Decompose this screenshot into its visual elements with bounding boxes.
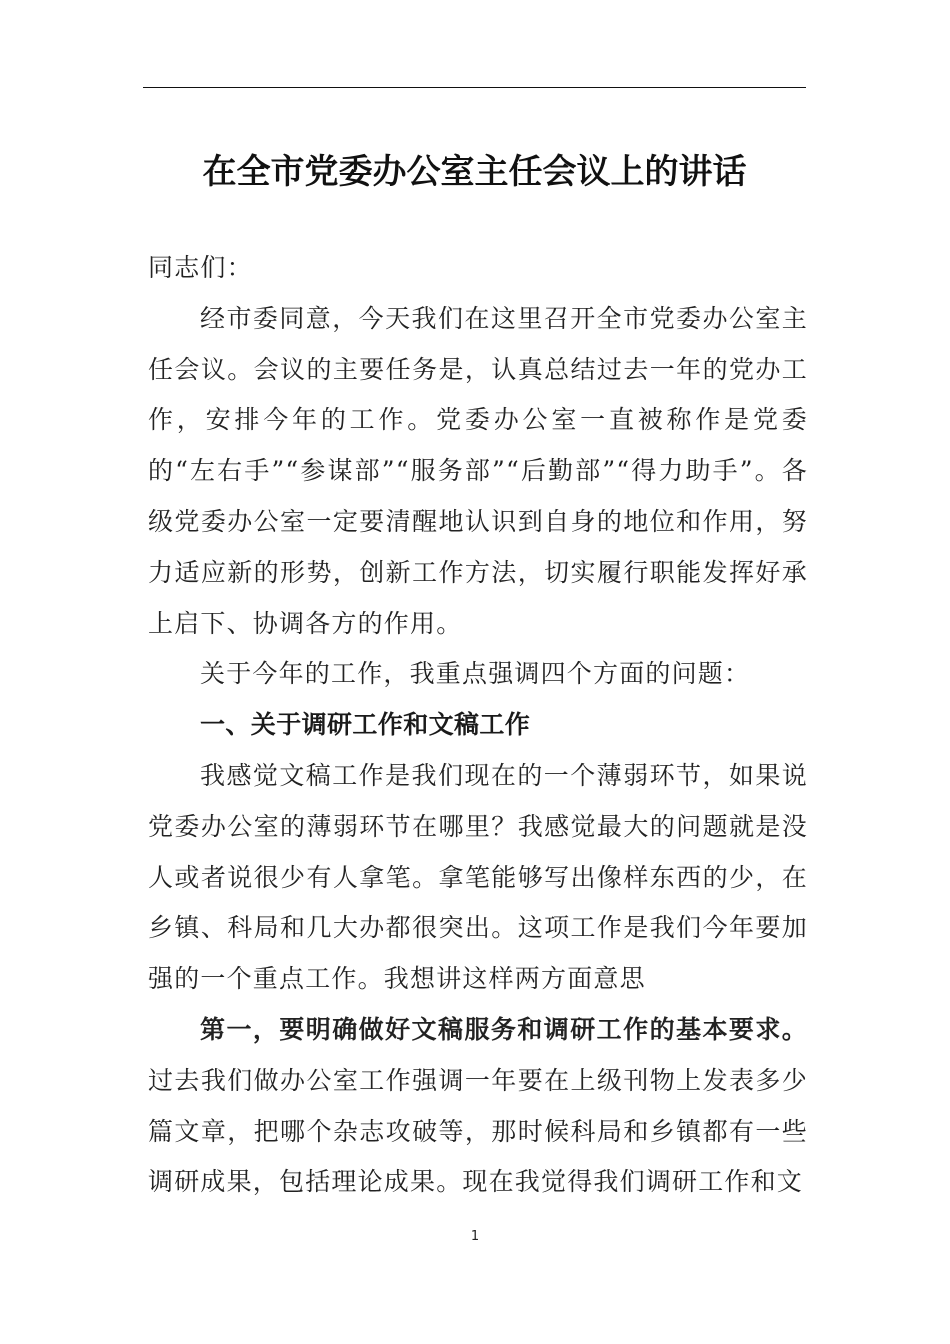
point-one-text: 过去我们做办公室工作强调一年要在上级刊物上发表多少篇文章，把哪个杂志攻破等，那时候科局和乡镇都有一些调研成果，包括理论成果。现在我觉得我们调研工作和文	[148, 1065, 808, 1197]
section-heading: 一、关于调研工作和文稿工作	[200, 710, 531, 740]
document-body	[148, 243, 808, 1208]
paragraph-section: 我感觉文稿工作是我们现在的一个薄弱环节，如果说党委办公室的薄弱环节在哪里？我感觉最大的问题就是没人或者说很少有人拿笔。拿笔能够写出像样东西的少，在乡镇、科局和几大办都很突出。这项工作是我们今年要加强的一个重点工作。我想讲这样两方面意思	[148, 760, 808, 994]
point-one-lead: 第一，要明确做好文稿服务和调研工作的基本要求。	[200, 1014, 808, 1044]
paragraph-point-one	[148, 1005, 808, 1208]
paragraph-opening: 经市委同意，今天我们在这里召开全市党委办公室主任会议。会议的主要任务是，认真总结过去一年的党办工作，安排今年的工作。党委办公室一直被称作是党委的“左右手”“参谋部”“服务部”“后勤部”“得力助手”。各级党委办公室一定要清醒地认识到自身的地位和作用，努力适应新的形势，创新工作方法，切实履行职能发挥好承上启下、协调各方的作用。	[148, 303, 808, 638]
page-number: 1	[470, 1229, 480, 1244]
paragraph-focus: 关于今年的工作，我重点强调四个方面的问题：	[200, 659, 751, 689]
document-title: 在全市党委办公室主任会议上的讲话	[202, 152, 747, 192]
header-rule	[143, 87, 806, 88]
salutation: 同志们：	[148, 253, 253, 282]
